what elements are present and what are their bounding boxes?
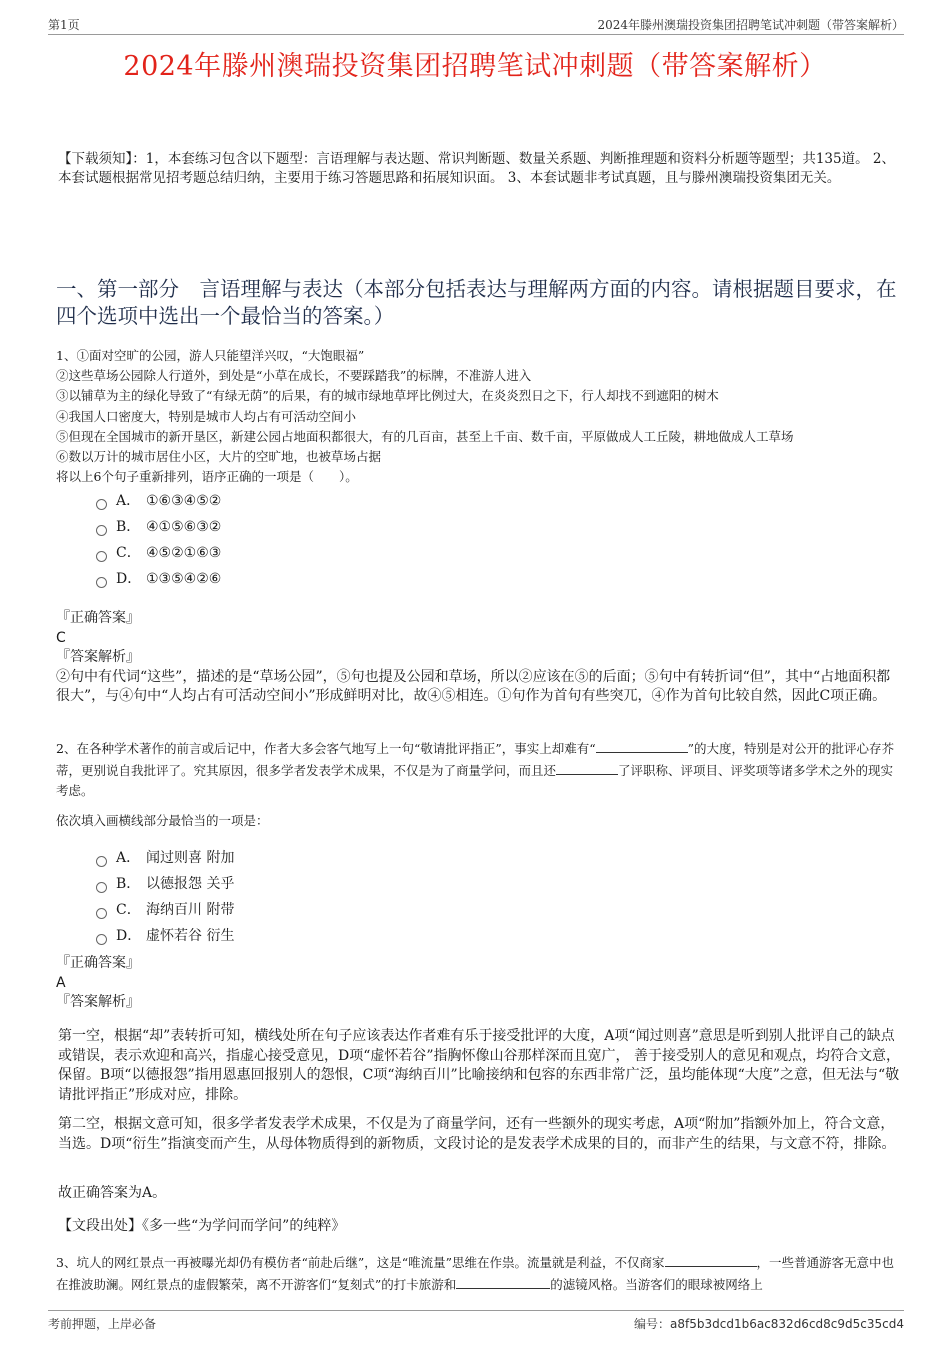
radio-icon[interactable] xyxy=(96,908,107,919)
option-text: ④①⑤⑥③② xyxy=(146,519,222,535)
stem-text: 的滤镜风格。当游客们的眼球被网络上 xyxy=(550,1276,763,1292)
question-2-answer-block xyxy=(56,954,902,1013)
blank-line xyxy=(596,738,688,753)
radio-icon[interactable] xyxy=(96,577,107,588)
option-letter: C． xyxy=(116,902,141,918)
footer-slogan: 考前押题，上岸必备 xyxy=(48,1317,157,1331)
question-1-line: ②这些草场公园除人行道外，到处是“小草在成长，不要踩踏我”的标牌，不准游人进入 xyxy=(56,368,532,384)
question-1-line: ③以铺草为主的绿化导致了“有绿无荫”的后果，有的城市绿地草坪比例过大，在炎炎烈日之下，行人却找不到遮阳的树木 xyxy=(56,388,719,404)
question-1-answer-block xyxy=(56,609,902,707)
option-letter: A． xyxy=(116,493,141,509)
option-text: 虚怀若谷 衍生 xyxy=(146,928,235,944)
question-1-line: 1、①面对空旷的公园，游人只能望洋兴叹，“大饱眼福” xyxy=(56,348,365,363)
analysis-label: 『答案解析』 xyxy=(56,649,140,665)
analysis-conclusion: 故正确答案为A。 xyxy=(58,1185,167,1201)
question-1-options xyxy=(96,488,221,592)
analysis-paragraph-1: 第一空，根据“却”表转折可知，横线处所在句子应该表达作者难有乐于接受批评的大度，A项“闻过则喜”意思是听到别人批评自己的缺点或错误，表示欢迎和高兴，指虚心接受意见，D项“虚怀若谷”指胸怀像山谷那样深而且宽广， 善于接受别人的意见和观点，均符合文意，保留。B项“以德报怨”指用恩惠回报别人的怨恨，C项“海纳百川”比喻接纳和包容的东西非常广泛，虽均能体现“大度”之意，但无法与“敬请批评指正”形成对应，排除。 xyxy=(58,1028,900,1103)
option-text: ①③⑤④②⑥ xyxy=(146,571,222,587)
analysis-label: 『答案解析』 xyxy=(56,994,140,1010)
option-text: ①⑥③④⑤② xyxy=(146,493,222,509)
radio-icon[interactable] xyxy=(96,551,107,562)
stem-text: 3、坑人的网红景点一再被曝光却仍有模仿者“前赴后继”，这是“唯流量”思维在作祟。流量就是利益，不仅商家 xyxy=(56,1255,665,1270)
option-letter: B． xyxy=(116,519,141,535)
page-header xyxy=(48,14,904,35)
analysis-paragraph-2: 第二空，根据文意可知，很多学者发表学术成果，不仅是为了商量学问，还有一些额外的现实考虑，A项“附加”指额外加上，符合文意，当选。D项“衍生”指演变而产生，从母体物质得到的新物质，文段讨论的是发表学术成果的目的，而非产生的结果，与文意不符，排除。 xyxy=(58,1116,896,1152)
option-letter: D． xyxy=(116,928,142,944)
radio-icon[interactable] xyxy=(96,499,107,510)
stem-text: 了评职称、评项目、评奖项等诸多学术之外的现实考虑。 xyxy=(56,762,894,798)
stem-text: 2、在各种学术著作的前言或后记中，作者大多会客气地写上一句“敬请批评指正”，事实上却难有“ xyxy=(56,741,596,756)
question-1-prompt: 将以上6个句子重新排列，语序正确的一项是（ ）。 xyxy=(56,469,358,485)
blank-line xyxy=(665,1252,757,1267)
analysis-text: ②句中有代词“这些”，描述的是“草场公园”，⑤句也提及公园和草场，所以②应该在⑤的后面；⑤句中有转折词“但”，其中“占地面积都很大”，与④句中“人均占有可活动空间小”形成鲜明对比，故④⑤相连。①句作为首句有些突兀，④作为首句比较自然，因此C项正确。 xyxy=(56,668,891,704)
correct-answer: A xyxy=(56,974,66,991)
option-letter: C． xyxy=(116,545,141,561)
answer-label: 『正确答案』 xyxy=(56,610,140,626)
radio-icon[interactable] xyxy=(96,882,107,893)
question-2-options xyxy=(96,845,234,949)
radio-icon[interactable] xyxy=(96,525,107,536)
option-b[interactable] xyxy=(96,871,234,897)
question-2-stem xyxy=(56,738,902,802)
blank-line xyxy=(556,760,618,775)
page-footer xyxy=(48,1310,904,1331)
footer-code-label: 编号： xyxy=(634,1317,671,1331)
option-text: 以德报怨 关乎 xyxy=(146,876,235,892)
option-text: 海纳百川 附带 xyxy=(146,902,235,918)
stem-text: ”的大度，特别是对公开的批评心存芥蒂，更别说自我批评了。究其原因，很多学者发表学术成果，不仅是为了商量学问，而且还 xyxy=(56,741,895,778)
question-2-prompt: 依次填入画横线部分最恰当的一项是： xyxy=(56,813,269,828)
footer-code xyxy=(634,1315,904,1332)
passage-source: 【文段出处】《多一些“为学问而学问”的纯粹》 xyxy=(58,1218,346,1234)
question-1-stem xyxy=(56,346,910,487)
document-title: 2024年滕州澳瑞投资集团招聘笔试冲刺题（带答案解析） xyxy=(123,51,827,82)
option-c[interactable] xyxy=(96,897,234,923)
correct-answer: C xyxy=(56,629,66,646)
option-a[interactable] xyxy=(96,488,221,514)
question-1-line: ④我国人口密度大，特别是城市人均占有可活动空间小 xyxy=(56,408,357,424)
footer-code-value: a8f5b3dcd1b6ac832d6cd8c9d5c35cd4 xyxy=(670,1317,904,1331)
page-number: 第1页 xyxy=(48,18,80,32)
option-c[interactable] xyxy=(96,540,221,566)
option-d[interactable] xyxy=(96,923,234,949)
radio-icon[interactable] xyxy=(96,934,107,945)
option-letter: D． xyxy=(116,571,142,587)
question-1-line: ⑤但现在全国城市的新开垦区，新建公园占地面积都很大，有的几百亩，甚至上千亩、数千亩，平原做成人工丘陵，耕地做成人工草场 xyxy=(56,428,794,444)
option-text: 闻过则喜 附加 xyxy=(146,850,235,866)
option-b[interactable] xyxy=(96,514,221,540)
radio-icon[interactable] xyxy=(96,856,107,867)
option-text: ④⑤②①⑥③ xyxy=(146,545,222,561)
section-title: 一、第一部分 言语理解与表达（本部分包括表达与理解两方面的内容。请根据题目要求，在四个选项中选出一个最恰当的答案。） xyxy=(56,277,897,328)
option-d[interactable] xyxy=(96,566,221,592)
option-letter: B． xyxy=(116,876,141,892)
option-letter: A． xyxy=(116,850,141,866)
question-3-stem xyxy=(56,1252,902,1295)
question-1-line: ⑥数以万计的城市居住小区，大片的空旷地，也被草场占据 xyxy=(56,448,382,464)
answer-label: 『正确答案』 xyxy=(56,955,140,971)
download-notice: 【下载须知】：1，本套练习包含以下题型：言语理解与表达题、常识判断题、数量关系题、判断推理题和资料分析题等题型；共135道。 2、本套试题根据常见招考题总结归纳，主要用于练习答题思路和拓展知识面。 3、本套试题非考试真题，且与滕州澳瑞投资集团无关。 xyxy=(58,151,895,186)
blank-line xyxy=(456,1274,550,1289)
stem-text: ，一些普通游客无意中也在推波助澜。网红景点的虚假繁荣，离不开游客们“复刻式”的打卡旅游和 xyxy=(56,1255,895,1292)
option-a[interactable] xyxy=(96,845,234,871)
header-doc-title: 2024年滕州澳瑞投资集团招聘笔试冲刺题（带答案解析） xyxy=(597,18,904,32)
